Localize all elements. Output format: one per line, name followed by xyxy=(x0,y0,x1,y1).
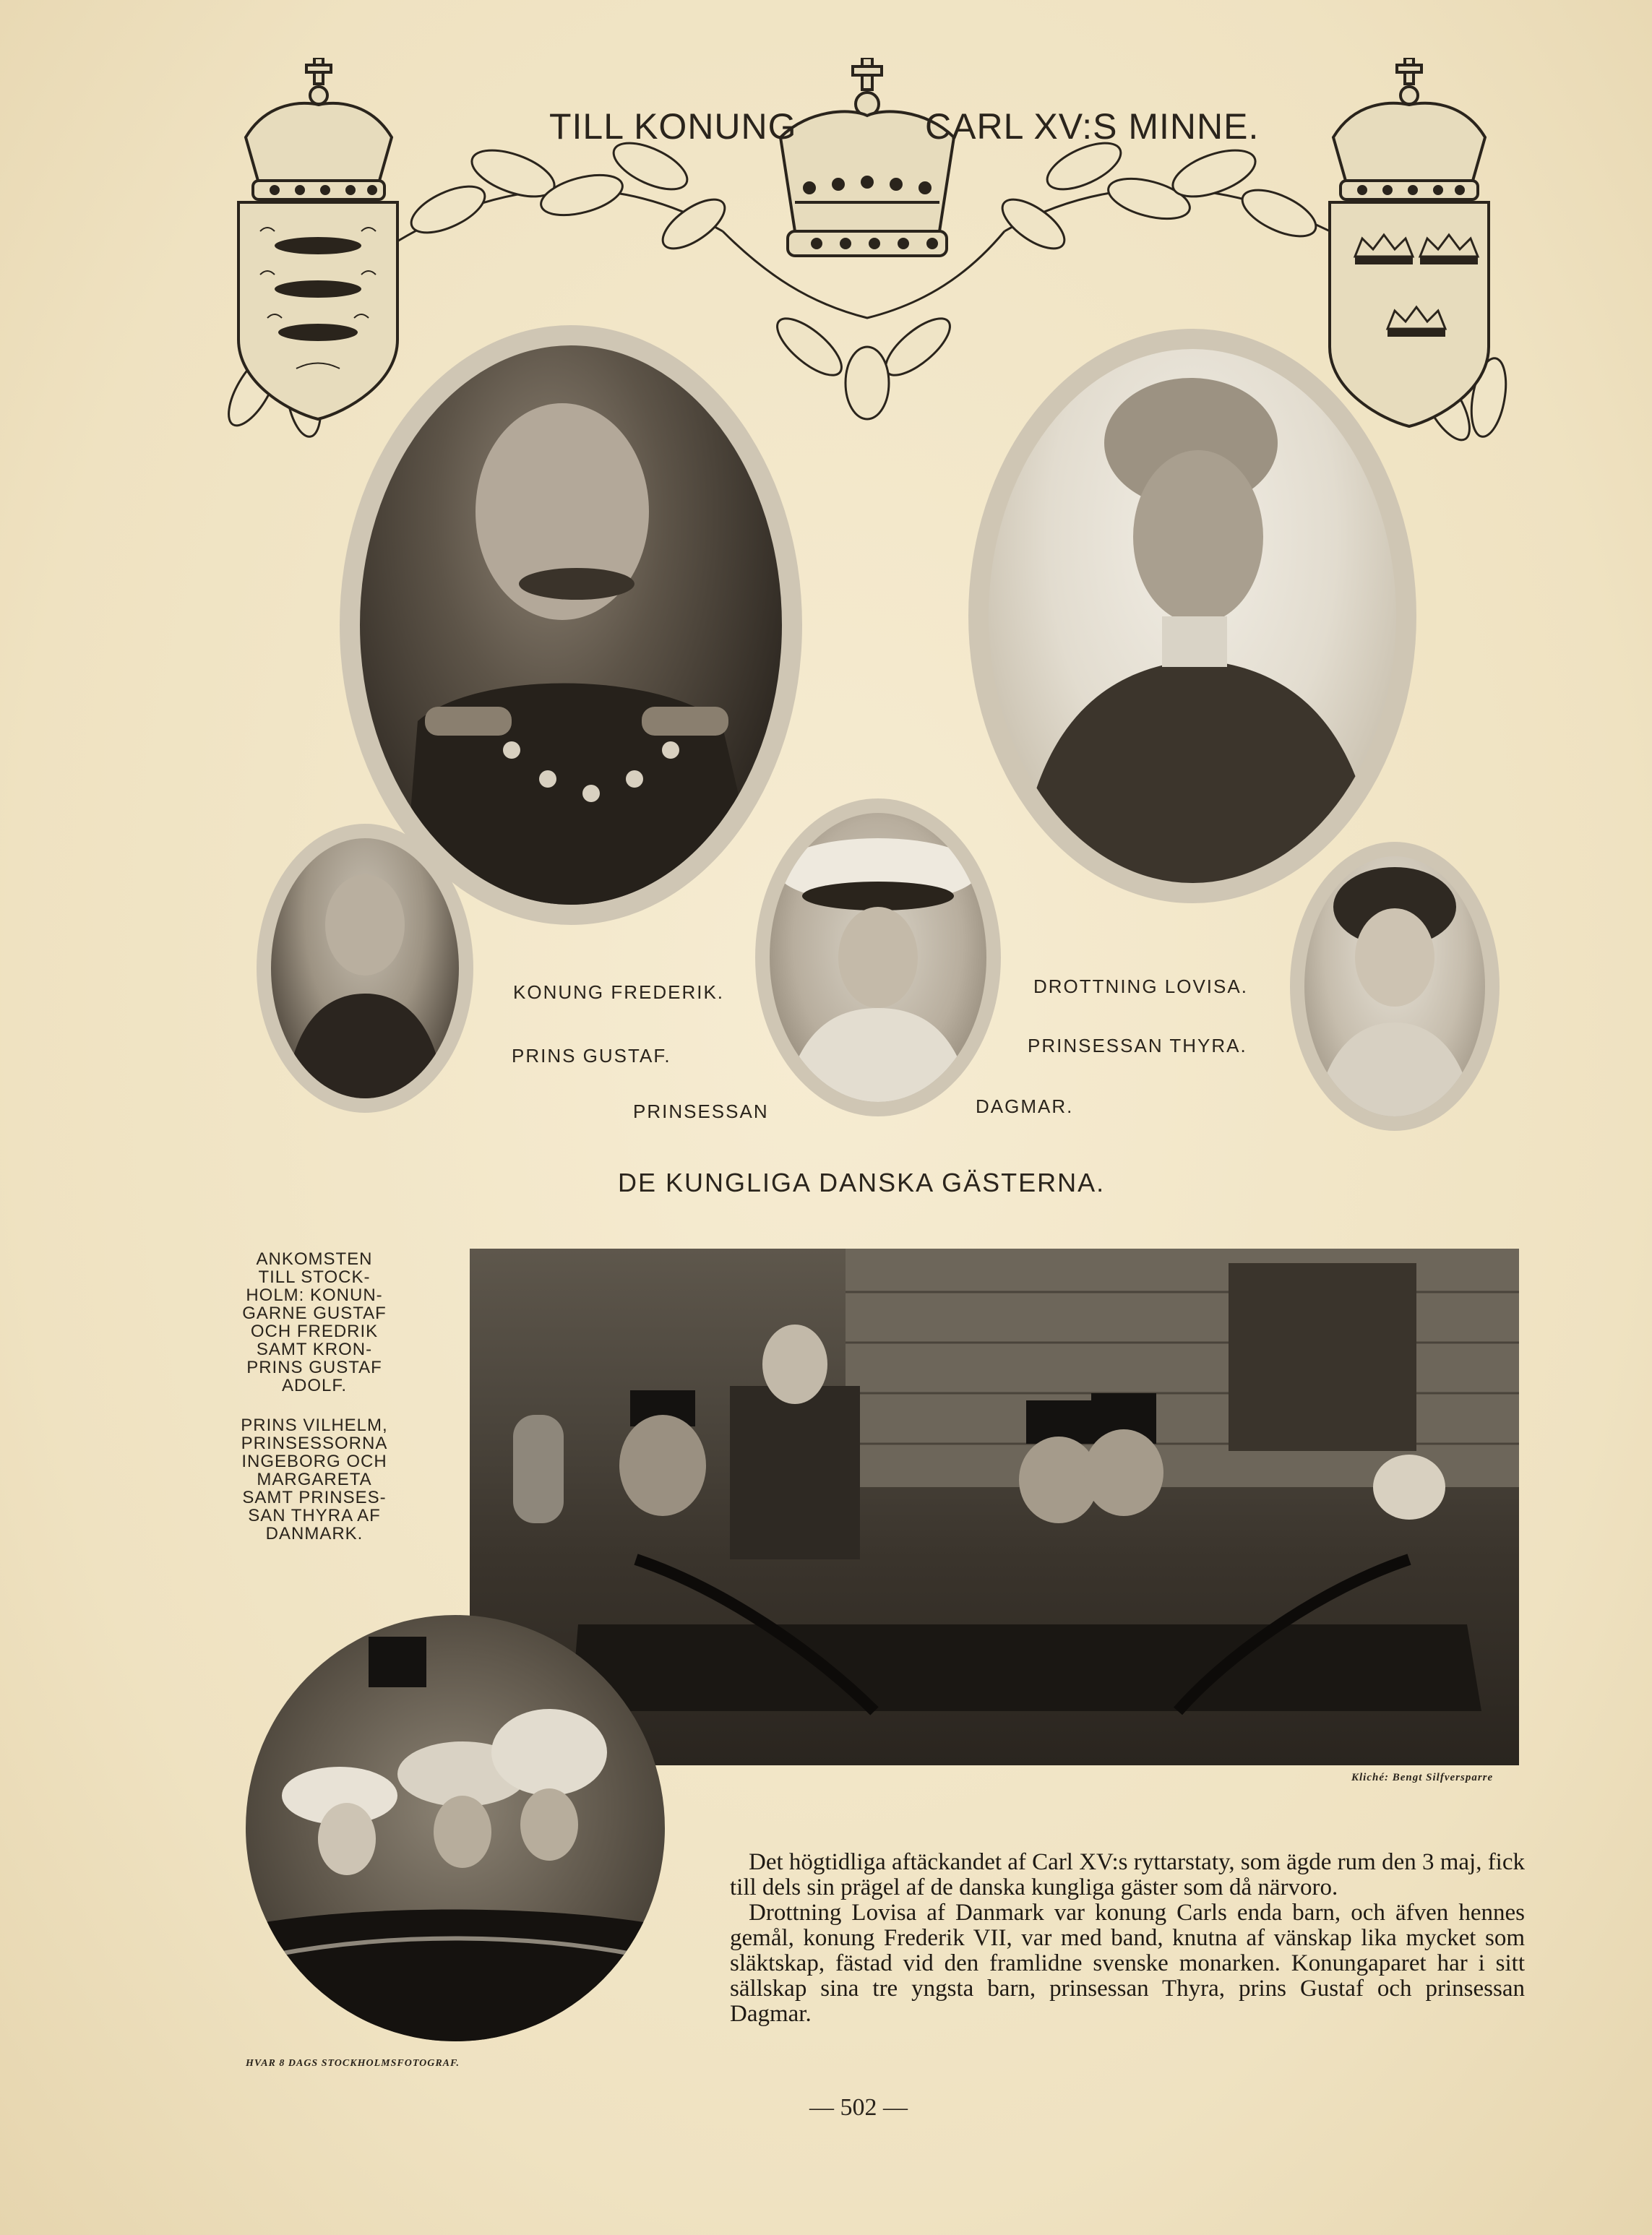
prinsessan-thyra-photo xyxy=(1304,856,1485,1116)
article-paragraph-1: Det högtidliga aftäckandet af Carl XV:s ryttarstaty, som ägde rum den 3 maj, fick till dels sin prägel af de danska kungliga gäster som då närvoro. xyxy=(730,1849,1525,1900)
swedish-arms-shield-icon xyxy=(1330,202,1489,426)
drottning-lovisa-photo xyxy=(989,349,1396,883)
caption-dagmar: DAGMAR. xyxy=(976,1095,1074,1117)
prinsessan-dagmar-photo xyxy=(770,813,986,1102)
article-body xyxy=(730,1850,1525,2027)
photo-credit-hvar8dag: HVAR 8 DAGS STOCKHOLMSFOTOGRAF. xyxy=(246,2058,460,2069)
caption-drottning-lovisa: DROTTNING LOVISA. xyxy=(1033,976,1248,997)
caption-prinsessan-thyra: PRINSESSAN THYRA. xyxy=(1028,1035,1247,1056)
caption-prinsessan: PRINSESSAN xyxy=(633,1101,769,1122)
danish-arms-shield-icon xyxy=(238,202,397,419)
princesses-carriage-photo xyxy=(246,1615,665,2041)
photo-credit-cliche: Kliché: Bengt Silfversparre xyxy=(1351,1772,1494,1783)
heading-left: TILL KONUNG xyxy=(549,106,797,147)
swedish-crown-icon xyxy=(1333,58,1485,199)
side-caption-arrival: ANKOMSTEN TILL STOCK- HOLM: KONUN- GARNE GUSTAF OCH FREDRIK SAMT KRON- PRINS GUSTAF ADOLF. xyxy=(242,1249,387,1395)
caption-prins-gustaf: PRINS GUSTAF. xyxy=(512,1045,671,1067)
heading-right: CARL XV:S MINNE. xyxy=(925,106,1260,147)
caption-konung-frederik: KONUNG FREDERIK. xyxy=(513,981,725,1003)
section-subtitle: DE KUNGLIGA DANSKA GÄSTERNA. xyxy=(618,1168,1106,1197)
konung-frederik-photo xyxy=(360,345,782,905)
prins-gustaf-photo xyxy=(271,838,459,1098)
central-crown-icon xyxy=(780,58,954,256)
article-paragraph-2: Drottning Lovisa af Danmark var konung Carls enda barn, och äfven hennes gemål, konung Frederik VII, var med band, knutna af vänskap lika mycket som släktskap, fästad vid den framlidne svenske monarken. Konungaparet har i sitt sällskap sina tre yngsta barn, prinsessan Thyra, prins Gustaf och prinsessan Dagmar. xyxy=(730,1900,1525,2027)
carriage-arrival-photo xyxy=(470,1249,1519,1765)
side-caption-princes: PRINS VILHELM, PRINSESSORNA INGEBORG OCH MARGARETA SAMT PRINSES- SAN THYRA AF DANMARK. xyxy=(241,1416,388,1543)
page-number: — 502 — xyxy=(809,2094,908,2121)
danish-crown-icon xyxy=(246,58,392,199)
